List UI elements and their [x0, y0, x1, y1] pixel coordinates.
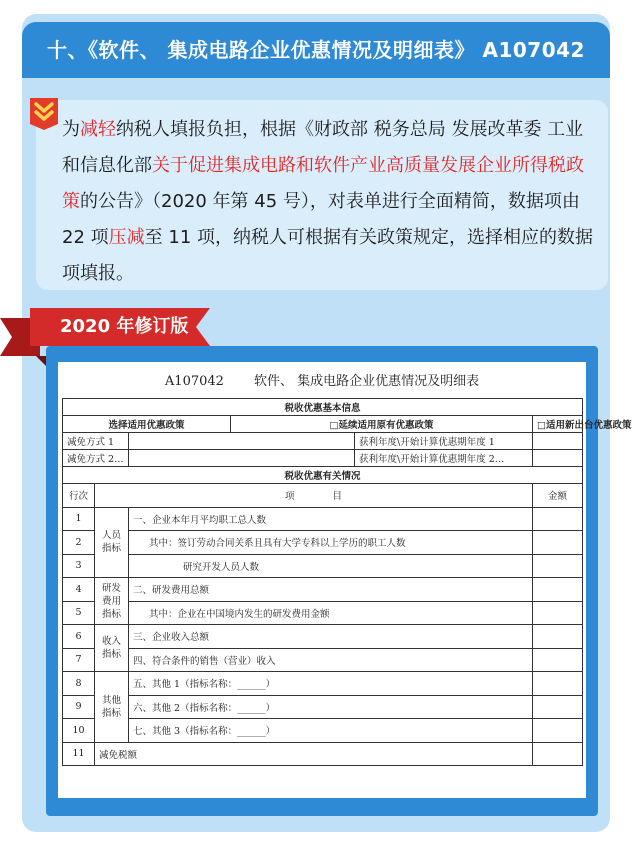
- table-row: [63, 601, 583, 625]
- table-row: [63, 531, 583, 555]
- row-amount[interactable]: [533, 648, 583, 672]
- option-new-policy[interactable]: □适用新出台优惠政策: [533, 416, 583, 433]
- group-staff: 人员 指标: [95, 507, 129, 578]
- notice-seg-highlight: 减轻: [80, 119, 116, 140]
- row-item: 七、其他 3（指标名称：______）: [129, 719, 533, 743]
- row-amount[interactable]: [533, 719, 583, 743]
- row-no: 11: [63, 742, 95, 766]
- row-amount[interactable]: [533, 625, 583, 649]
- basic-info-header: 税收优惠基本信息: [63, 399, 583, 416]
- table-row: [63, 672, 583, 696]
- row-no: 9: [63, 695, 95, 719]
- table-row: [63, 433, 583, 450]
- form-code: A107042: [164, 374, 224, 389]
- form-table: [62, 398, 632, 766]
- group-rd: 研发 费用 指标: [95, 578, 129, 625]
- row-amount[interactable]: [533, 578, 583, 602]
- profit-year-1: 获利年度\开始计算优惠期年度 1: [355, 433, 533, 450]
- form-title: [58, 370, 586, 389]
- notice-seg-highlight: 关于促进集成电路和软件产业高质量发展企业所得税政策: [62, 155, 584, 212]
- profit-year-1-value[interactable]: [533, 433, 583, 450]
- notice-seg: 至 11 项，纳税人可根据有关政策规定，选择相应的数据项填报。: [62, 227, 593, 284]
- table-row: [63, 648, 583, 672]
- table-row: [63, 719, 583, 743]
- row-no: 3: [63, 554, 95, 578]
- col-no-header: 行次: [63, 484, 95, 508]
- profit-year-2-value[interactable]: [533, 450, 583, 467]
- table-row: [63, 450, 583, 467]
- ribbon-label: 2020 年修订版: [60, 316, 189, 337]
- page-title: 十、《软件、 集成电路企业优惠情况及明细表》 A107042: [47, 38, 585, 62]
- table-row: [63, 578, 583, 602]
- row-no: 1: [63, 507, 95, 531]
- version-ribbon: [0, 308, 210, 346]
- notice-seg: 纳税人填报负担，根据《财政部 税务总局 发展改革委 工业和信息化部: [62, 119, 584, 176]
- table-row: [63, 695, 583, 719]
- reduce-mode-2-value[interactable]: [129, 450, 355, 467]
- table-row: [63, 554, 583, 578]
- row-item: 一、企业本年月平均职工总人数: [129, 507, 533, 531]
- table-row: [63, 742, 583, 766]
- table-row: [63, 399, 583, 416]
- row-item: 其中：签订劳动合同关系且具有大学专科以上学历的职工人数: [129, 531, 533, 555]
- row-item: 二、研发费用总额: [129, 578, 533, 602]
- row-no: 5: [63, 601, 95, 625]
- row-amount[interactable]: [533, 695, 583, 719]
- row-amount[interactable]: [533, 507, 583, 531]
- row-no: 8: [63, 672, 95, 696]
- group-other: 其他 指标: [95, 672, 129, 743]
- table-row: [63, 625, 583, 649]
- row-amount[interactable]: [533, 554, 583, 578]
- row-item: 研究开发人员人数: [129, 554, 533, 578]
- row-amount[interactable]: [533, 531, 583, 555]
- row-no: 6: [63, 625, 95, 649]
- option-continue-policy[interactable]: □延续适用原有优惠政策: [231, 416, 533, 433]
- row-amount[interactable]: [533, 742, 583, 766]
- reduce-mode-2: 减免方式 2…: [63, 450, 129, 467]
- row-item: 减免税额: [95, 742, 533, 766]
- notice-seg-highlight: 压减: [108, 227, 145, 248]
- select-policy-label: 选择适用优惠政策: [63, 416, 231, 433]
- row-amount[interactable]: [533, 672, 583, 696]
- row-no: 7: [63, 648, 95, 672]
- table-row: [63, 507, 583, 531]
- reduce-mode-1-value[interactable]: [129, 433, 355, 450]
- col-amount-header: 金额: [533, 484, 583, 508]
- notice-text: [62, 112, 596, 292]
- group-income: 收入 指标: [95, 625, 129, 672]
- detail-header: 税收优惠有关情况: [63, 467, 583, 484]
- row-amount[interactable]: [533, 601, 583, 625]
- form-name: 软件、 集成电路企业优惠情况及明细表: [253, 374, 480, 389]
- table-row: [63, 484, 583, 508]
- row-no: 4: [63, 578, 95, 602]
- row-item: 五、其他 1（指标名称：______）: [129, 672, 533, 696]
- row-item: 四、符合条件的销售（营业）收入: [129, 648, 533, 672]
- notice-seg: 为: [62, 119, 80, 140]
- double-chevron-down-icon: [28, 96, 60, 132]
- row-item: 其中：企业在中国境内发生的研发费用金额: [129, 601, 533, 625]
- row-item: 三、企业收入总额: [129, 625, 533, 649]
- row-no: 2: [63, 531, 95, 555]
- profit-year-2: 获利年度\开始计算优惠期年度 2…: [355, 450, 533, 467]
- row-no: 10: [63, 719, 95, 743]
- title-bar: [22, 22, 610, 78]
- table-row: [63, 416, 583, 433]
- row-item: 六、其他 2（指标名称：______）: [129, 695, 533, 719]
- form-sheet: [58, 362, 632, 798]
- table-row: [63, 467, 583, 484]
- notice-seg: 的公告》（2020 年第 45 号），对表单进行全面精简，数据项由 22 项: [62, 191, 580, 248]
- reduce-mode-1: 减免方式 1: [63, 433, 129, 450]
- col-item-header: 项 目: [95, 484, 533, 508]
